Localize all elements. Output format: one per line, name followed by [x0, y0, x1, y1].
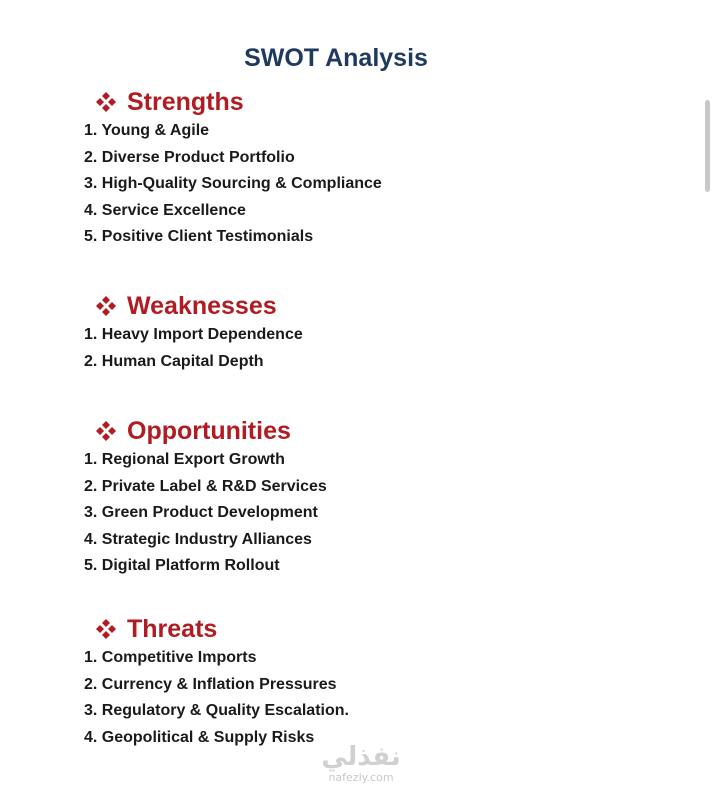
section-heading-opportunities	[96, 415, 327, 447]
list-item: 4. Service Excellence	[84, 201, 246, 219]
opportunities-list	[84, 447, 327, 580]
watermark	[316, 742, 406, 784]
list-item: 2. Private Label & R&D Services	[84, 477, 327, 495]
four-diamond-bullet-icon	[96, 296, 116, 316]
list-item: 4. Strategic Industry Alliances	[84, 530, 312, 548]
strengths-list	[84, 118, 382, 251]
list-item: 2. Diverse Product Portfolio	[84, 148, 295, 166]
section-heading-label: Threats	[127, 614, 218, 643]
threats-list	[84, 645, 349, 751]
page-title: SWOT Analysis	[244, 44, 428, 72]
section-heading-strengths	[96, 86, 382, 118]
four-diamond-bullet-icon	[96, 92, 116, 112]
list-item: 3. Green Product Development	[84, 504, 318, 521]
list-item: 2. Currency & Inflation Pressures	[84, 675, 337, 693]
list-item: 1. Heavy Import Dependence	[84, 326, 303, 343]
list-item: 5. Digital Platform Rollout	[84, 557, 280, 574]
section-threats	[84, 613, 349, 751]
list-item: 5. Positive Client Testimonials	[84, 228, 314, 245]
section-heading-label: Opportunities	[127, 416, 291, 445]
section-strengths	[84, 86, 382, 251]
list-item: 1. Competitive Imports	[84, 649, 257, 666]
section-weaknesses	[84, 290, 303, 375]
list-item: 3. Regulatory & Quality Escalation.	[84, 702, 349, 719]
list-item: 3. High-Quality Sourcing & Compliance	[84, 175, 382, 192]
section-opportunities	[84, 415, 327, 580]
list-item: 1. Young & Agile	[84, 122, 210, 139]
vertical-scrollbar[interactable]	[705, 100, 710, 192]
list-item: 1. Regional Export Growth	[84, 451, 285, 468]
section-heading-threats	[96, 613, 349, 645]
four-diamond-bullet-icon	[96, 421, 116, 441]
list-item: 2. Human Capital Depth	[84, 352, 264, 370]
weaknesses-list	[84, 322, 303, 375]
section-heading-label: Weaknesses	[127, 291, 277, 320]
watermark-logo-text: نفذلي	[321, 742, 401, 772]
list-item: 4. Geopolitical & Supply Risks	[84, 728, 315, 746]
watermark-url: nafezly.com	[328, 771, 394, 784]
section-heading-label: Strengths	[127, 87, 244, 116]
four-diamond-bullet-icon	[96, 619, 116, 639]
section-heading-weaknesses	[96, 290, 303, 322]
